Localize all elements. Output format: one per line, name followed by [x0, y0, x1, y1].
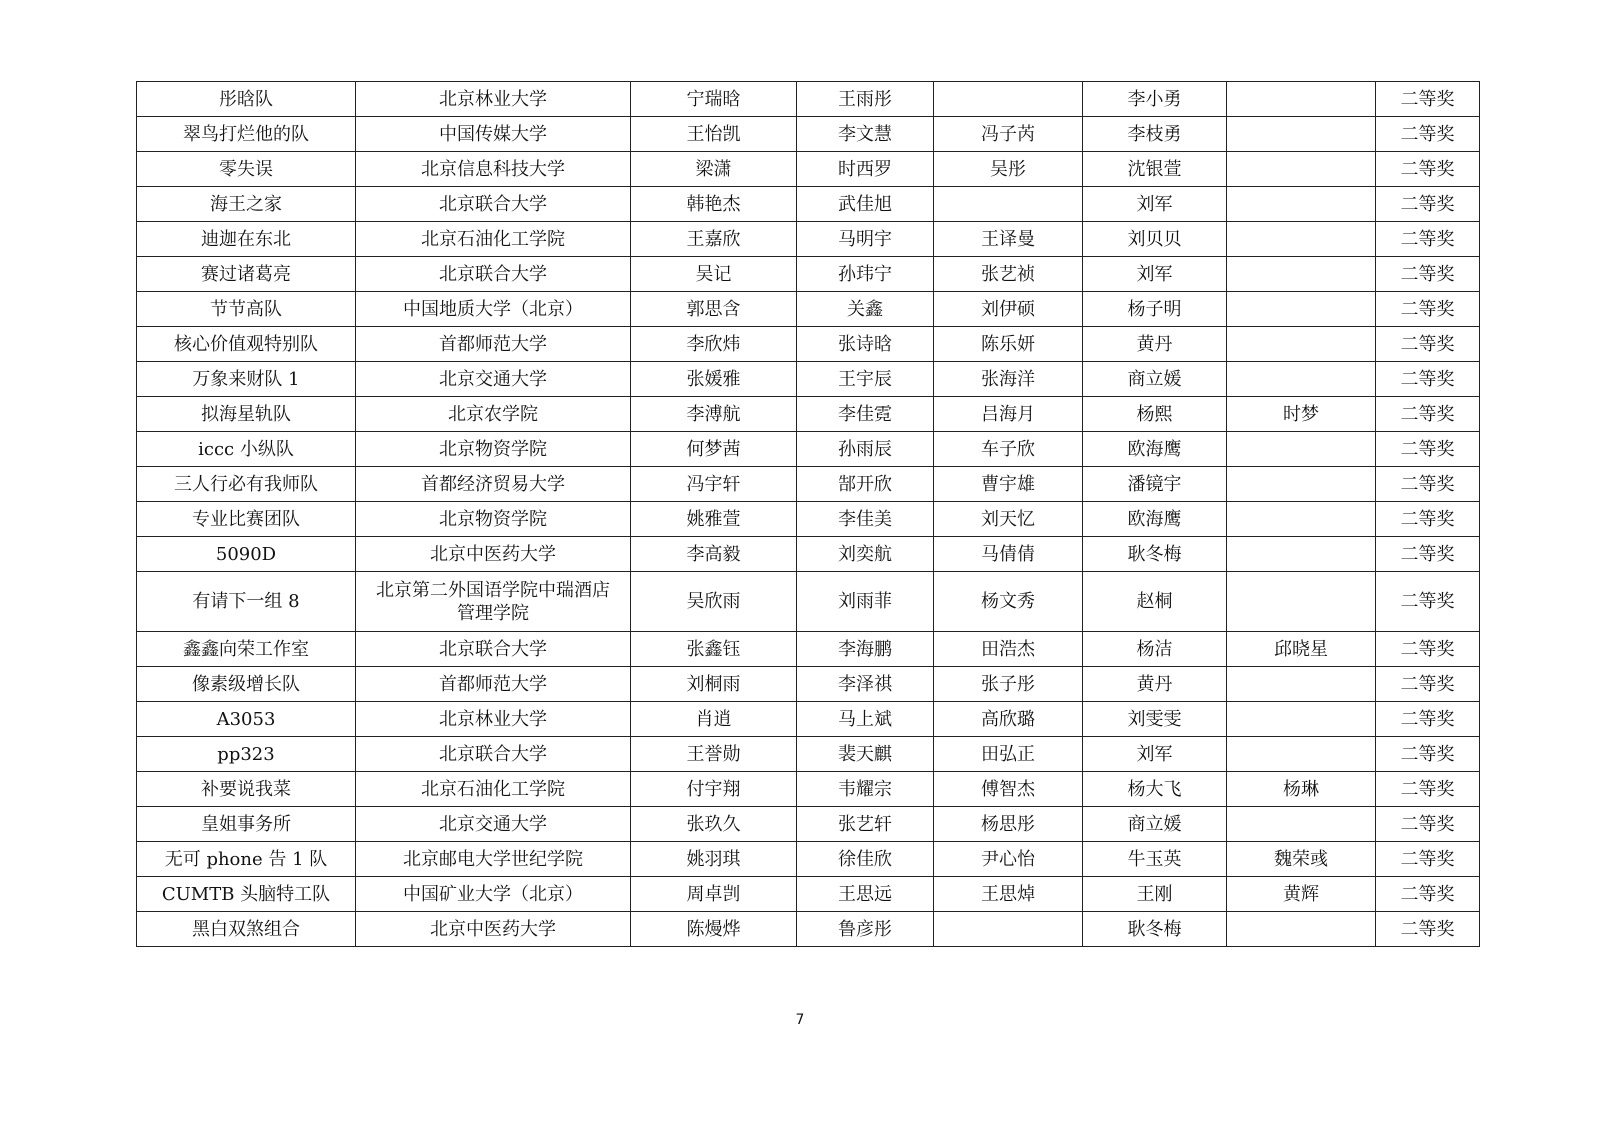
advisor-1-cell: 赵桐 [1083, 572, 1227, 632]
member-2-cell: 徐佳欣 [797, 842, 934, 877]
school-cell: 北京联合大学 [356, 632, 631, 667]
school-cell: 北京信息科技大学 [356, 152, 631, 187]
award-level-cell: 二等奖 [1376, 432, 1480, 467]
advisor-2-cell [1227, 502, 1376, 537]
advisor-2-cell [1227, 912, 1376, 947]
award-level-cell: 二等奖 [1376, 257, 1480, 292]
school-cell: 中国传媒大学 [356, 117, 631, 152]
member-2-cell: 时西罗 [797, 152, 934, 187]
member-3-cell: 吴彤 [934, 152, 1083, 187]
team-name-cell: CUMTB 头脑特工队 [137, 877, 356, 912]
table-row [137, 502, 1480, 537]
team-name-cell: 赛过诸葛亮 [137, 257, 356, 292]
team-name-cell: 5090D [137, 537, 356, 572]
page-number: 7 [795, 1012, 805, 1028]
advisor-1-cell: 王刚 [1083, 877, 1227, 912]
advisor-1-cell: 李小勇 [1083, 82, 1227, 117]
table-row [137, 397, 1480, 432]
award-level-cell: 二等奖 [1376, 397, 1480, 432]
table-row [137, 667, 1480, 702]
member-1-cell: 梁潇 [631, 152, 797, 187]
advisor-2-cell: 时梦 [1227, 397, 1376, 432]
member-1-cell: 韩艳杰 [631, 187, 797, 222]
school-cell: 北京联合大学 [356, 737, 631, 772]
school-cell: 北京联合大学 [356, 257, 631, 292]
advisor-2-cell [1227, 117, 1376, 152]
table-row [137, 702, 1480, 737]
advisor-1-cell: 李枝勇 [1083, 117, 1227, 152]
member-3-cell: 车子欣 [934, 432, 1083, 467]
member-1-cell: 陈熳烨 [631, 912, 797, 947]
team-name-cell: 零失误 [137, 152, 356, 187]
award-level-cell: 二等奖 [1376, 877, 1480, 912]
advisor-1-cell: 杨大飞 [1083, 772, 1227, 807]
advisor-1-cell: 欧海鹰 [1083, 502, 1227, 537]
member-2-cell: 李佳美 [797, 502, 934, 537]
advisor-2-cell: 杨琳 [1227, 772, 1376, 807]
member-2-cell: 王思远 [797, 877, 934, 912]
table-row [137, 467, 1480, 502]
member-2-cell: 李海鹏 [797, 632, 934, 667]
advisor-1-cell: 商立媛 [1083, 362, 1227, 397]
member-1-cell: 刘桐雨 [631, 667, 797, 702]
member-1-cell: 宁瑞晗 [631, 82, 797, 117]
advisor-1-cell: 刘军 [1083, 187, 1227, 222]
school-cell: 北京第二外国语学院中瑞酒店管理学院 [356, 572, 631, 632]
award-level-cell: 二等奖 [1376, 667, 1480, 702]
team-name-cell: 有请下一组 8 [137, 572, 356, 632]
school-cell: 北京邮电大学世纪学院 [356, 842, 631, 877]
advisor-2-cell [1227, 327, 1376, 362]
award-level-cell: 二等奖 [1376, 222, 1480, 257]
member-2-cell: 关鑫 [797, 292, 934, 327]
advisor-2-cell [1227, 152, 1376, 187]
table-row [137, 222, 1480, 257]
team-name-cell: 海王之家 [137, 187, 356, 222]
member-1-cell: 冯宇轩 [631, 467, 797, 502]
advisor-2-cell: 魏荣彧 [1227, 842, 1376, 877]
member-1-cell: 姚雅萱 [631, 502, 797, 537]
member-1-cell: 王誉勋 [631, 737, 797, 772]
table-row [137, 572, 1480, 632]
advisor-1-cell: 刘军 [1083, 737, 1227, 772]
member-3-cell: 曹宇雄 [934, 467, 1083, 502]
member-1-cell: 王嘉欣 [631, 222, 797, 257]
table-row [137, 152, 1480, 187]
table-row [137, 632, 1480, 667]
member-3-cell: 马倩倩 [934, 537, 1083, 572]
advisor-1-cell: 沈银萱 [1083, 152, 1227, 187]
school-cell: 北京物资学院 [356, 432, 631, 467]
table-row [137, 292, 1480, 327]
award-level-cell: 二等奖 [1376, 702, 1480, 737]
school-cell: 首都师范大学 [356, 327, 631, 362]
table-row [137, 537, 1480, 572]
member-1-cell: 付宇翔 [631, 772, 797, 807]
award-level-cell: 二等奖 [1376, 737, 1480, 772]
member-3-cell: 杨文秀 [934, 572, 1083, 632]
advisor-2-cell [1227, 292, 1376, 327]
member-2-cell: 韦耀宗 [797, 772, 934, 807]
member-3-cell: 刘天忆 [934, 502, 1083, 537]
award-level-cell: 二等奖 [1376, 327, 1480, 362]
member-1-cell: 李溥航 [631, 397, 797, 432]
member-3-cell: 王思焯 [934, 877, 1083, 912]
member-2-cell: 马明宇 [797, 222, 934, 257]
school-cell: 北京林业大学 [356, 702, 631, 737]
member-3-cell: 王译曼 [934, 222, 1083, 257]
advisor-2-cell [1227, 667, 1376, 702]
member-3-cell: 刘伊硕 [934, 292, 1083, 327]
award-level-cell: 二等奖 [1376, 502, 1480, 537]
table-row [137, 772, 1480, 807]
team-name-cell: A3053 [137, 702, 356, 737]
team-name-cell: 三人行必有我师队 [137, 467, 356, 502]
member-2-cell: 张诗晗 [797, 327, 934, 362]
team-name-cell: 彤晗队 [137, 82, 356, 117]
advisor-1-cell: 黄丹 [1083, 667, 1227, 702]
award-level-cell: 二等奖 [1376, 912, 1480, 947]
table-row [137, 117, 1480, 152]
advisor-2-cell: 邱晓星 [1227, 632, 1376, 667]
advisor-2-cell [1227, 222, 1376, 257]
member-1-cell: 李高毅 [631, 537, 797, 572]
advisor-2-cell [1227, 82, 1376, 117]
member-1-cell: 张鑫钰 [631, 632, 797, 667]
award-level-cell: 二等奖 [1376, 117, 1480, 152]
school-cell: 北京联合大学 [356, 187, 631, 222]
school-cell: 首都经济贸易大学 [356, 467, 631, 502]
table-row [137, 82, 1480, 117]
member-1-cell: 李欣炜 [631, 327, 797, 362]
advisor-2-cell [1227, 572, 1376, 632]
advisor-1-cell: 商立媛 [1083, 807, 1227, 842]
advisor-1-cell: 刘军 [1083, 257, 1227, 292]
award-level-cell: 二等奖 [1376, 82, 1480, 117]
table-row [137, 327, 1480, 362]
team-name-cell: 翠鸟打烂他的队 [137, 117, 356, 152]
table-row [137, 737, 1480, 772]
member-1-cell: 姚羽琪 [631, 842, 797, 877]
team-name-cell: 像素级增长队 [137, 667, 356, 702]
school-cell: 北京中医药大学 [356, 537, 631, 572]
member-3-cell: 张艺祯 [934, 257, 1083, 292]
advisor-1-cell: 潘镜宇 [1083, 467, 1227, 502]
table-row [137, 877, 1480, 912]
team-name-cell: 迪迦在东北 [137, 222, 356, 257]
member-2-cell: 孙玮宁 [797, 257, 934, 292]
member-2-cell: 郜开欣 [797, 467, 934, 502]
table-row [137, 257, 1480, 292]
member-3-cell: 傅智杰 [934, 772, 1083, 807]
team-name-cell: 无可 phone 告 1 队 [137, 842, 356, 877]
advisor-2-cell [1227, 432, 1376, 467]
award-level-cell: 二等奖 [1376, 632, 1480, 667]
advisor-2-cell [1227, 737, 1376, 772]
school-cell: 北京农学院 [356, 397, 631, 432]
member-2-cell: 王宇辰 [797, 362, 934, 397]
member-2-cell: 马上斌 [797, 702, 934, 737]
advisor-1-cell: 杨子明 [1083, 292, 1227, 327]
advisor-2-cell [1227, 187, 1376, 222]
school-cell: 北京物资学院 [356, 502, 631, 537]
team-name-cell: 核心价值观特别队 [137, 327, 356, 362]
member-2-cell: 武佳旭 [797, 187, 934, 222]
advisor-1-cell: 杨熙 [1083, 397, 1227, 432]
member-2-cell: 李泽祺 [797, 667, 934, 702]
advisor-2-cell: 黄辉 [1227, 877, 1376, 912]
award-level-cell: 二等奖 [1376, 572, 1480, 632]
school-cell: 北京交通大学 [356, 807, 631, 842]
member-3-cell: 田弘正 [934, 737, 1083, 772]
school-cell: 北京林业大学 [356, 82, 631, 117]
member-2-cell: 张艺轩 [797, 807, 934, 842]
team-name-cell: 专业比赛团队 [137, 502, 356, 537]
table-row [137, 912, 1480, 947]
advisor-2-cell [1227, 537, 1376, 572]
member-3-cell: 杨思彤 [934, 807, 1083, 842]
advisor-2-cell [1227, 702, 1376, 737]
member-3-cell: 张海洋 [934, 362, 1083, 397]
advisor-1-cell: 欧海鹰 [1083, 432, 1227, 467]
member-2-cell: 李文慧 [797, 117, 934, 152]
member-1-cell: 周卓剀 [631, 877, 797, 912]
member-3-cell: 陈乐妍 [934, 327, 1083, 362]
advisor-2-cell [1227, 362, 1376, 397]
member-1-cell: 郭思含 [631, 292, 797, 327]
member-3-cell: 吕海月 [934, 397, 1083, 432]
member-2-cell: 王雨彤 [797, 82, 934, 117]
advisor-1-cell: 刘雯雯 [1083, 702, 1227, 737]
school-cell: 北京中医药大学 [356, 912, 631, 947]
school-cell: 中国地质大学（北京） [356, 292, 631, 327]
award-level-cell: 二等奖 [1376, 772, 1480, 807]
member-2-cell: 鲁彦彤 [797, 912, 934, 947]
member-3-cell [934, 187, 1083, 222]
advisor-1-cell: 杨洁 [1083, 632, 1227, 667]
advisor-2-cell [1227, 257, 1376, 292]
advisor-1-cell: 牛玉英 [1083, 842, 1227, 877]
member-2-cell: 李佳霓 [797, 397, 934, 432]
table-row [137, 842, 1480, 877]
member-1-cell: 张玖久 [631, 807, 797, 842]
award-level-cell: 二等奖 [1376, 842, 1480, 877]
award-level-cell: 二等奖 [1376, 152, 1480, 187]
team-name-cell: 补要说我菜 [137, 772, 356, 807]
team-name-cell: 万象来财队 1 [137, 362, 356, 397]
award-table-body [137, 82, 1480, 947]
member-1-cell: 王怡凯 [631, 117, 797, 152]
school-cell: 北京交通大学 [356, 362, 631, 397]
school-cell: 中国矿业大学（北京） [356, 877, 631, 912]
member-3-cell: 田浩杰 [934, 632, 1083, 667]
award-level-cell: 二等奖 [1376, 807, 1480, 842]
member-2-cell: 刘奕航 [797, 537, 934, 572]
team-name-cell: 鑫鑫向荣工作室 [137, 632, 356, 667]
member-3-cell [934, 912, 1083, 947]
award-level-cell: 二等奖 [1376, 292, 1480, 327]
team-name-cell: 皇姐事务所 [137, 807, 356, 842]
school-cell: 北京石油化工学院 [356, 772, 631, 807]
member-3-cell: 尹心怡 [934, 842, 1083, 877]
advisor-1-cell: 刘贝贝 [1083, 222, 1227, 257]
member-1-cell: 吴欣雨 [631, 572, 797, 632]
school-cell: 北京石油化工学院 [356, 222, 631, 257]
team-name-cell: pp323 [137, 737, 356, 772]
school-cell: 首都师范大学 [356, 667, 631, 702]
team-name-cell: 黑白双煞组合 [137, 912, 356, 947]
table-row [137, 432, 1480, 467]
member-2-cell: 孙雨辰 [797, 432, 934, 467]
member-3-cell: 冯子芮 [934, 117, 1083, 152]
advisor-1-cell: 黄丹 [1083, 327, 1227, 362]
member-3-cell: 张子彤 [934, 667, 1083, 702]
advisor-2-cell [1227, 807, 1376, 842]
advisor-1-cell: 耿冬梅 [1083, 912, 1227, 947]
advisor-1-cell: 耿冬梅 [1083, 537, 1227, 572]
member-1-cell: 肖逍 [631, 702, 797, 737]
table-row [137, 807, 1480, 842]
member-1-cell: 吴记 [631, 257, 797, 292]
award-level-cell: 二等奖 [1376, 537, 1480, 572]
member-3-cell: 高欣璐 [934, 702, 1083, 737]
member-1-cell: 何梦茜 [631, 432, 797, 467]
award-level-cell: 二等奖 [1376, 187, 1480, 222]
member-2-cell: 裴天麒 [797, 737, 934, 772]
member-1-cell: 张媛雅 [631, 362, 797, 397]
member-3-cell [934, 82, 1083, 117]
member-2-cell: 刘雨菲 [797, 572, 934, 632]
team-name-cell: 拟海星轨队 [137, 397, 356, 432]
team-name-cell: 节节高队 [137, 292, 356, 327]
award-level-cell: 二等奖 [1376, 467, 1480, 502]
table-row [137, 187, 1480, 222]
award-table [136, 81, 1480, 947]
team-name-cell: iccc 小纵队 [137, 432, 356, 467]
award-level-cell: 二等奖 [1376, 362, 1480, 397]
advisor-2-cell [1227, 467, 1376, 502]
table-row [137, 362, 1480, 397]
